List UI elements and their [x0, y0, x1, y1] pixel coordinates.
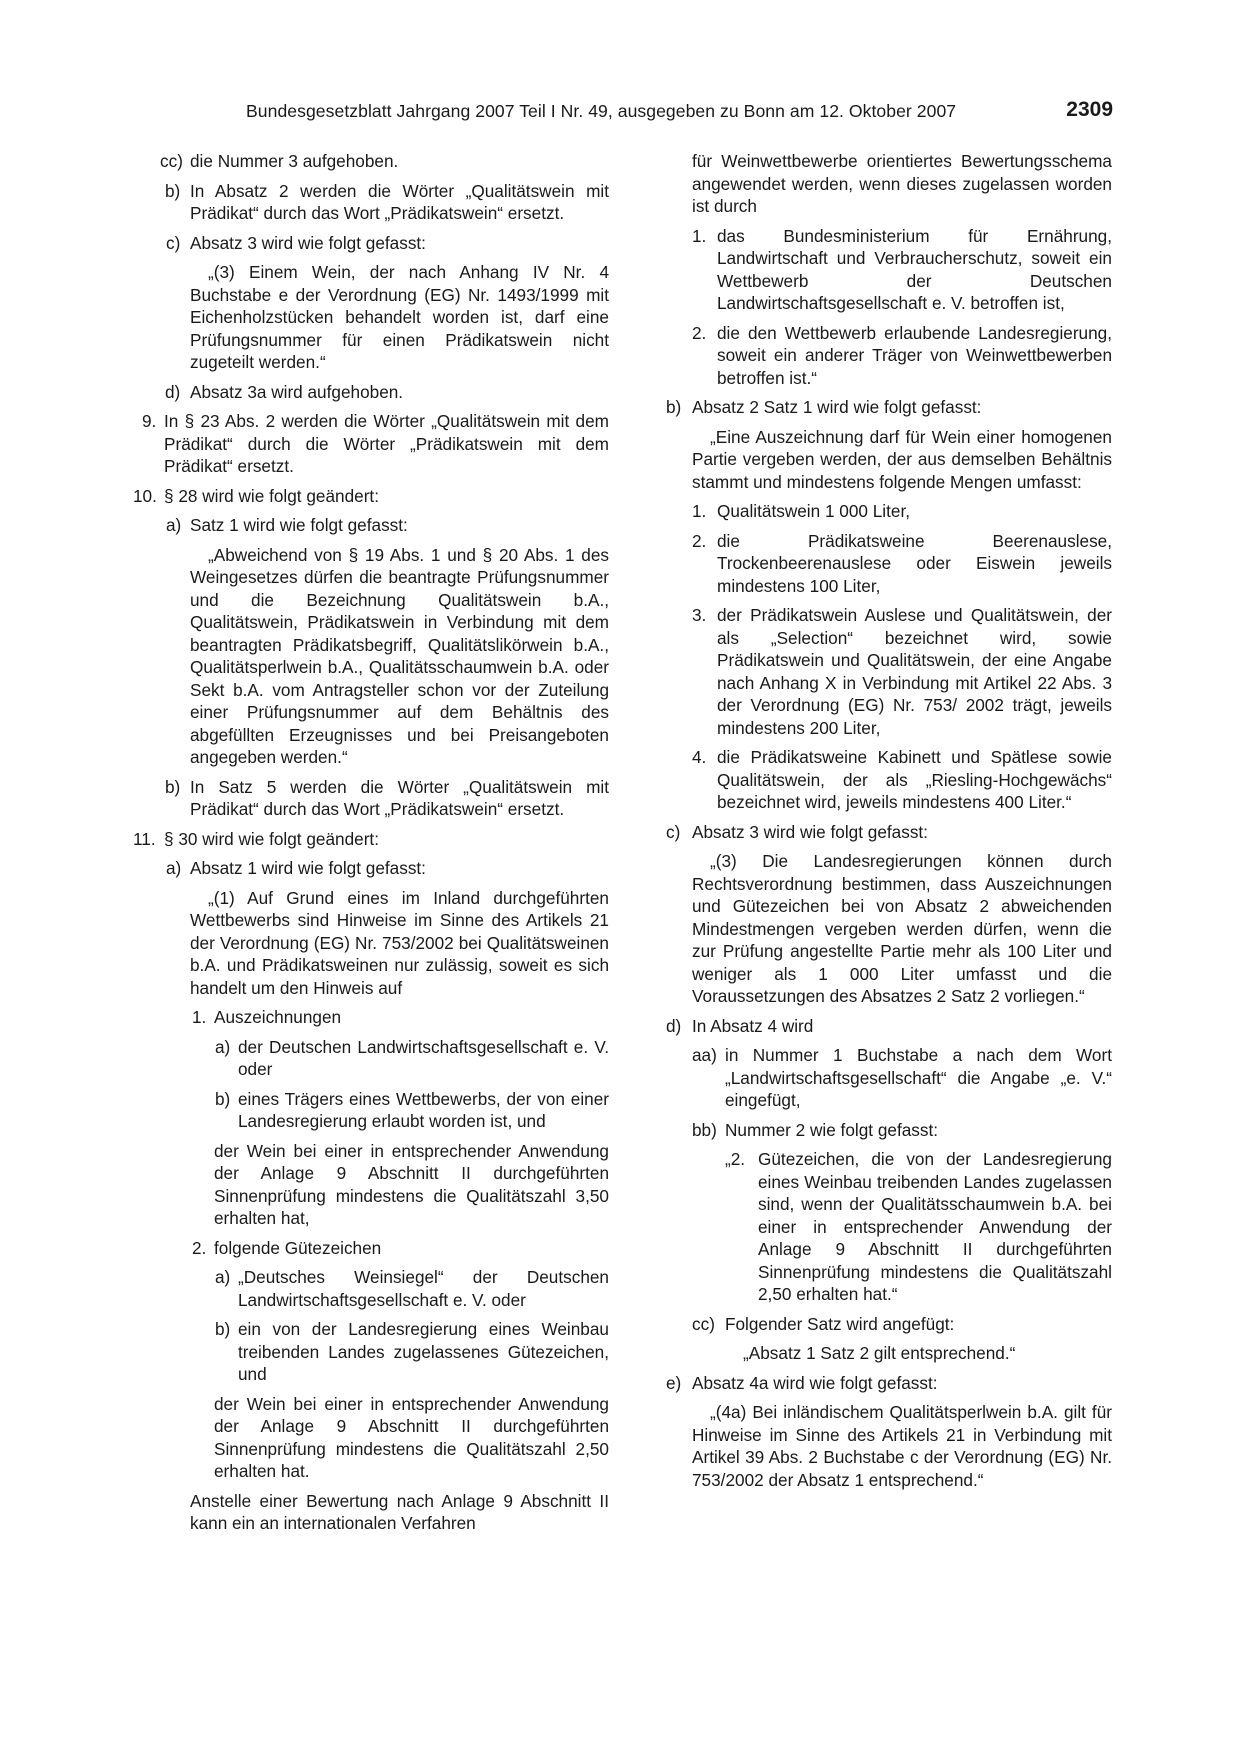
list-item: cc) Folgender Satz wird angefügt: — [692, 1313, 955, 1334]
list-item: 1. Qualitätswein 1 000 Liter, — [692, 501, 910, 521]
item-label: bb) — [692, 1119, 717, 1140]
list-item: a) Absatz 1 wird wie folgt gefasst: — [166, 858, 426, 878]
list-item: c) Absatz 3 wird wie folgt gefasst: — [666, 821, 928, 842]
item-label: b) — [666, 397, 682, 417]
list-item: aa) in Nummer 1 Buchstabe a nach dem Wort „Landwirtschaftsgesellschaft“ die Angabe „e. V.“ eingefügt, — [692, 1045, 1112, 1110]
item-label: cc) — [160, 151, 183, 171]
item-label: 9. — [142, 411, 157, 431]
item-label: a) — [166, 858, 182, 878]
item-label: d) — [165, 381, 181, 402]
paragraph: Anstelle einer Bewertung nach Anlage 9 Abschnitt II kann ein an internationalen Verfahren — [190, 1490, 609, 1533]
list-item: 4. die Prädikatsweine Kabinett und Spätlese sowie Qualitätswein, der als „Riesling-Hochgewächs“ bezeichnet wird, jeweils mindestens 400 Liter.“ — [692, 747, 1112, 812]
list-item: d) In Absatz 4 wird — [666, 1015, 814, 1036]
item-label: a) — [215, 1267, 231, 1287]
item-label: 1. — [692, 225, 707, 246]
list-item: 10. § 28 wird wie folgt geändert: — [133, 485, 379, 506]
quoted-text: „Abweichend von § 19 Abs. 1 und § 20 Abs. 1 des Weingesetzes dürfen die beantragte Prüfungsnummer und die Bezeichnung Qualitätswein b.A., Qualitätswein, Prädikatswein in Verbindung mit dem beantragten Prädikatsbegriff, Qualitätslikörwein b.A., Qualitätsperlwein b.A., Qualitätsschaumwein b.A. oder Sekt b.A. vom Antragsteller schon vor der Zuteilung einer Prüfungsnummer auf dem Behältnis des abgefüllten Erzeugnisses und bei Preisangeboten angegeben werden.“ — [190, 544, 609, 767]
quoted-text: „Eine Auszeichnung darf für Wein einer homogenen Partie vergeben werden, der aus demselben Behältnis stammt und mindestens folgende Mengen umfasst: — [692, 426, 1112, 492]
right-column — [665, 150, 1112, 1498]
header-title: Bundesgesetzblatt Jahrgang 2007 Teil I Nr. 49, ausgegeben zu Bonn am 12. Oktober 2007 — [246, 101, 957, 121]
list-item: 2. folgende Gütezeichen — [192, 1237, 382, 1258]
quoted-text: „(3) Einem Wein, der nach Anhang IV Nr. 4 Buchstabe e der Verordnung (EG) Nr. 1493/1999 mit Eichenholzstücken behandelt worden ist, darf eine Prüfungsnummer für einen Prädikatswein nicht zugeteilt werden.“ — [190, 262, 609, 372]
list-item: b) eines Trägers eines Wettbewerbs, der von einer Landesregierung erlaubt worden ist, und — [215, 1088, 609, 1131]
list-item: „2. Gütezeichen, die von der Landesregierung eines Weinbau treibenden Landes zugelassen sind, wenn der Qualitätsschaumwein b.A. bei einer in entsprechender Anwendung der Anlage 9 Abschnitt II durchgeführten Sinnenprüfung mindestens die Qualitätszahl 2,50 erhalten hat.“ — [725, 1149, 1112, 1304]
quoted-text: „Absatz 1 Satz 2 gilt entsprechend.“ — [743, 1343, 1016, 1363]
item-label: b) — [165, 776, 181, 797]
list-item: 9. In § 23 Abs. 2 werden die Wörter „Qualitätswein mit dem Prädikat“ durch die Wörter „Prädikatswein mit dem Prädikat“ ersetzt. — [142, 411, 609, 476]
list-item: a) Satz 1 wird wie folgt gefasst: — [166, 515, 408, 535]
list-item: 1. das Bundesministerium für Ernährung, Landwirtschaft und Verbraucherschutz, soweit ein Wettbewerb der Deutschen Landwirtschaftsgesellschaft e. V. betroffen ist, — [692, 225, 1112, 313]
list-item: c) Absatz 3 wird wie folgt gefasst: — [166, 232, 426, 253]
list-item: d) Absatz 3a wird aufgehoben. — [165, 381, 404, 402]
item-label: 11. — [133, 828, 156, 849]
item-label: 2. — [692, 530, 707, 551]
item-label: a) — [166, 515, 182, 535]
list-item: b) ein von der Landesregierung eines Weinbau treibenden Landes zugelassenes Gütezeichen, und — [215, 1319, 609, 1384]
list-item: b) Absatz 2 Satz 1 wird wie folgt gefasst: — [666, 397, 982, 417]
list-item: bb) Nummer 2 wie folgt gefasst: — [692, 1119, 939, 1140]
item-label: 4. — [692, 747, 707, 767]
item-label: b) — [165, 180, 181, 201]
item-label: e) — [666, 1372, 682, 1393]
item-label: cc) — [692, 1313, 715, 1334]
page-number: 2309 — [1066, 98, 1113, 121]
item-label: c) — [666, 821, 681, 842]
list-item: b) In Satz 5 werden die Wörter „Qualitätswein mit Prädikat“ durch das Wort „Prädikatswein“ ersetzt. — [165, 776, 609, 819]
item-label: 1. — [192, 1007, 207, 1027]
quoted-text: „(1) Auf Grund eines im Inland durchgeführten Wettbewerbs sind Hinweise im Sinne des Artikels 21 der Verordnung (EG) Nr. 753/2002 bei Qualitätsweinen b.A. und Prädikatsweinen nur zulässig, soweit es sich handelt um den Hinweis auf — [190, 887, 609, 998]
quoted-text: „(4a) Bei inländischem Qualitätsperlwein b.A. gilt für Hinweise im Sinne des Artikels 21 in Verbindung mit Artikel 39 Abs. 2 Buchstabe c der Verordnung (EG) Nr. 753/2002 der Absatz 1 entsprechend.“ — [692, 1402, 1112, 1490]
running-header — [0, 98, 1241, 127]
item-label: 3. — [692, 605, 707, 625]
item-label: b) — [215, 1088, 231, 1109]
item-label: c) — [166, 232, 181, 253]
item-label: 2. — [692, 322, 707, 343]
item-label: a) — [215, 1036, 231, 1057]
list-item: 2. die den Wettbewerb erlaubende Landesregierung, soweit ein anderer Träger von Weinwettbewerben betroffen ist.“ — [692, 322, 1112, 388]
list-item: 2. die Prädikatsweine Beerenauslese, Trockenbeerenauslese oder Eiswein jeweils mindestens 100 Liter, — [692, 530, 1112, 596]
quoted-text: „(3) Die Landesregierungen können durch Rechtsverordnung bestimmen, dass Auszeichnungen und Gütezeichen bei von Absatz 2 abweichenden Mindestmengen vergeben werden dürfen, wenn die zur Prüfung angestellte Partie mehr als 100 Liter und weniger als 1 000 Liter umfasst und die Voraussetzungen des Absatzes 2 Satz 2 vorliegen.“ — [692, 851, 1112, 1006]
list-item: a) der Deutschen Landwirtschaftsgesellschaft e. V. oder — [215, 1036, 609, 1079]
list-item: e) Absatz 4a wird wie folgt gefasst: — [666, 1372, 938, 1393]
list-item: 1. Auszeichnungen — [192, 1007, 342, 1027]
item-label: 1. — [692, 501, 707, 521]
list-item: b) In Absatz 2 werden die Wörter „Qualitätswein mit Prädikat“ durch das Wort „Prädikatswein“ ersetzt. — [165, 180, 609, 223]
paragraph: der Wein bei einer in entsprechender Anwendung der Anlage 9 Abschnitt II durchgeführten Sinnenprüfung mindestens die Qualitätszahl 3,50 erhalten hat, — [214, 1140, 609, 1228]
item-label: 2. — [192, 1237, 207, 1258]
paragraph: für Weinwettbewerbe orientiertes Bewertungsschema angewendet werden, wenn dieses zugelassen worden ist durch — [692, 151, 1112, 216]
item-label: d) — [666, 1015, 682, 1036]
list-item: cc) die Nummer 3 aufgehoben. — [160, 151, 399, 171]
item-label: „2. — [725, 1149, 746, 1169]
paragraph: der Wein bei einer in entsprechender Anwendung der Anlage 9 Abschnitt II durchgeführten Sinnenprüfung mindestens die Qualitätszahl 2,50 erhalten hat. — [214, 1393, 609, 1481]
item-label: 10. — [133, 485, 157, 506]
list-item: a) „Deutsches Weinsiegel“ der Deutschen Landwirtschaftsgesellschaft e. V. oder — [215, 1267, 609, 1310]
list-item: 11. § 30 wird wie folgt geändert: — [133, 828, 379, 849]
left-column — [130, 150, 609, 1542]
item-label: b) — [215, 1319, 231, 1339]
item-label: aa) — [692, 1045, 717, 1065]
list-item: 3. der Prädikatswein Auslese und Qualitätswein, der als „Selection“ bezeichnet wird, sowie Prädikatswein und Qualitätswein, der eine Angabe nach Anhang X in Verbindung mit Artikel 22 Abs. 3 der Verordnung (EG) Nr. 753/ 2002 trägt, jeweils mindestens 200 Liter, — [692, 605, 1112, 738]
